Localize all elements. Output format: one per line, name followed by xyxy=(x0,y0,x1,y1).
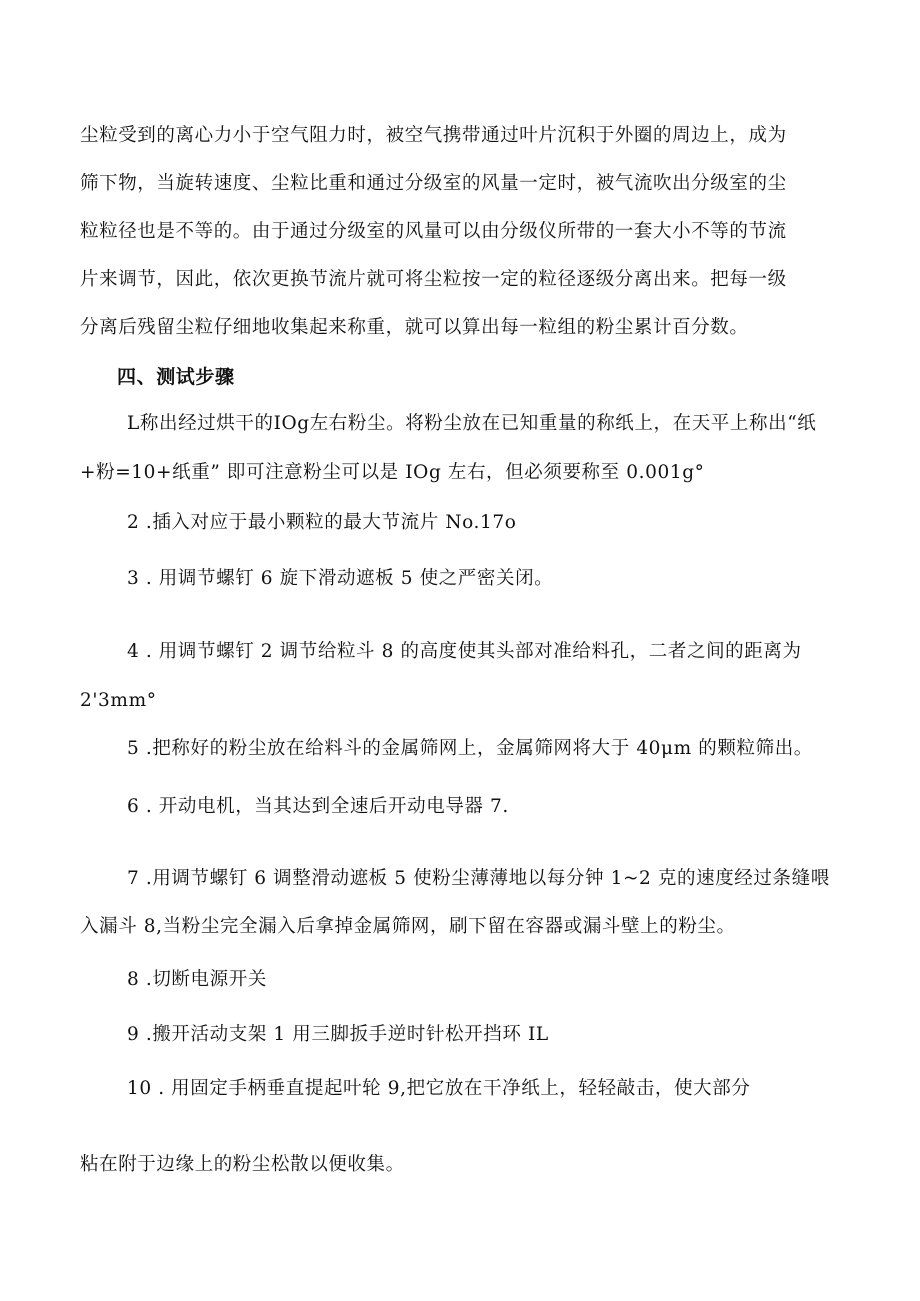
step-8: 8 .切断电源开关 xyxy=(127,969,267,990)
step-9: 9 .搬开活动支架 1 用三脚扳手逆时针松开挡环 IL xyxy=(127,1024,549,1045)
step-2: 2 .插入对应于最小颗粒的最大节流片 No.17o xyxy=(127,512,517,533)
step-6: 6 . 开动电机，当其达到全速后开动电导器 7. xyxy=(127,796,509,817)
step-10-line-1: 10 . 用固定手柄垂直提起叶轮 9,把它放在干净纸上，轻轻敲击，使大部分 xyxy=(127,1078,751,1099)
step-1-line-1: L称出经过烘干的IOg左右粉尘。将粉尘放在已知重量的称纸上，在天平上称出“纸 xyxy=(127,413,817,434)
step-1-line-2: +粉=10+纸重” 即可注意粉尘可以是 IOg 左右，但必须要称至 0.001g° xyxy=(80,462,705,483)
step-5: 5 .把称好的粉尘放在给料斗的金属筛网上，金属筛网将大于 40μm 的颗粒筛出。 xyxy=(127,738,813,759)
step-4-line-2: 2'3mm° xyxy=(80,690,157,711)
intro-line-1: 尘粒受到的离心力小于空气阻力时，被空气携带通过叶片沉积于外圈的周边上，成为 xyxy=(80,125,787,146)
intro-line-4: 片来调节，因此，依次更换节流片就可将尘粒按一定的粒径逐级分离出来。把每一级 xyxy=(80,269,787,290)
step-4-line-1: 4 . 用调节螺钉 2 调节给粒斗 8 的高度使其头部对准给料孔，二者之间的距离为 xyxy=(127,641,802,662)
step-7-line-2: 入漏斗 8,当粉尘完全漏入后拿掉金属筛网，刷下留在容器或漏斗壁上的粉尘。 xyxy=(80,916,736,937)
intro-line-2: 筛下物，当旋转速度、尘粒比重和通过分级室的风量一定时，被气流吹出分级室的尘 xyxy=(80,173,787,194)
step-7-line-1: 7 .用调节螺钉 6 调整滑动遮板 5 使粉尘薄薄地以每分钟 1~2 克的速度经过条缝喂 xyxy=(127,868,830,889)
step-10-line-2: 粘在附于边缘上的粉尘松散以便收集。 xyxy=(80,1154,405,1175)
section-heading: 四、测试步骤 xyxy=(117,366,235,388)
intro-line-5: 分离后残留尘粒仔细地收集起来称重，就可以算出每一粒组的粉尘累计百分数。 xyxy=(80,317,749,338)
step-3: 3 . 用调节螺钉 6 旋下滑动遮板 5 使之严密关闭。 xyxy=(127,568,554,589)
intro-line-3: 粒粒径也是不等的。由于通过分级室的风量可以由分级仪所带的一套大小不等的节流 xyxy=(80,221,787,242)
